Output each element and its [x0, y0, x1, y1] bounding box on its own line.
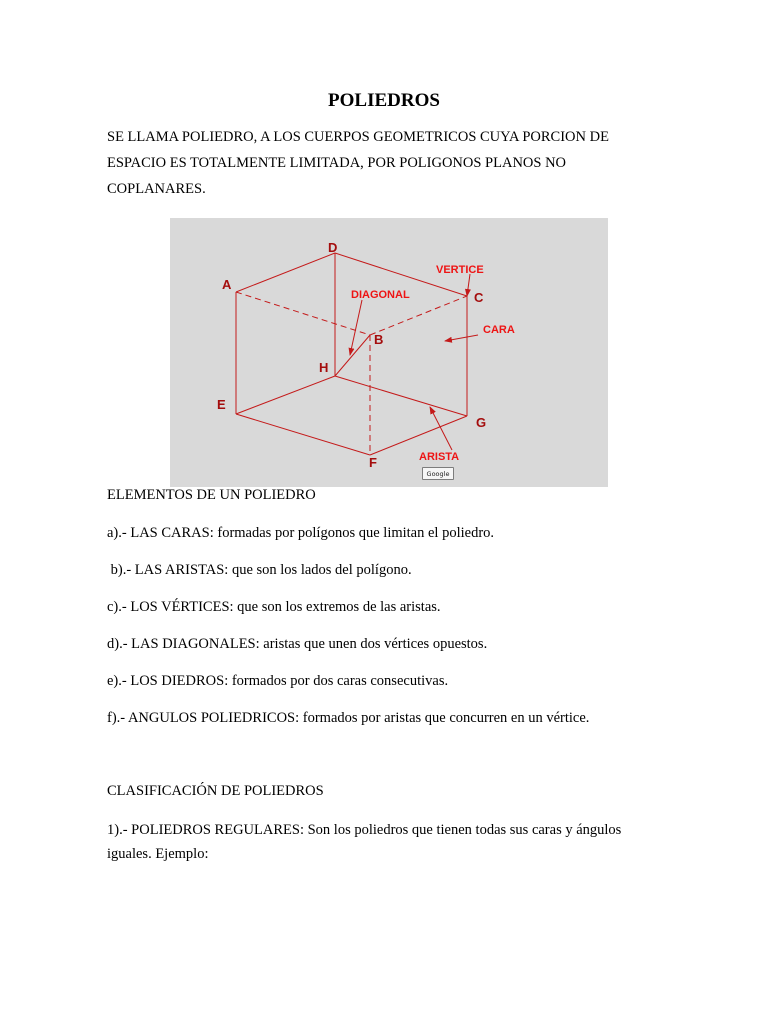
item-term: LAS ARISTAS [134, 562, 225, 578]
edge-f-g [370, 416, 467, 455]
item-prefix: d).- [107, 636, 132, 652]
item-term: ANGULOS POLIEDRICOS [127, 710, 296, 726]
elements-heading: ELEMENTOS DE UN POLIEDRO [107, 487, 316, 503]
item-term: POLIEDROS REGULARES [131, 822, 300, 838]
item-prefix: f).- [107, 710, 128, 726]
edge-a-d [236, 253, 335, 292]
item-text: : que son los extremos de las aristas. [229, 599, 441, 615]
face-arrow [445, 335, 478, 341]
cube-diagram [170, 218, 608, 487]
item-text: : que son los lados del polígono. [224, 562, 412, 578]
item-text: : formadas por polígonos que limitan el poliedro. [209, 525, 495, 541]
google-button[interactable]: Google [422, 467, 454, 480]
list-item [107, 673, 448, 690]
list-item [107, 710, 589, 727]
edge-e-h [236, 376, 335, 414]
polyhedron-figure [170, 218, 608, 487]
item-text: : formados por dos caras consecutivas. [224, 673, 449, 689]
intro-paragraph: SE LLAMA POLIEDRO, A LOS CUERPOS GEOMETRICOS CUYA PORCION DE ESPACIO ES TOTALMENTE LIMITADA, POR POLIGONOS PLANOS NO COPLANARES. [107, 129, 609, 197]
vertex-label-f: F [369, 455, 377, 470]
edge-h-g [335, 376, 467, 416]
vertex-label-h: H [319, 360, 329, 375]
classification-item [107, 818, 667, 866]
vertex-label-a: A [222, 277, 232, 292]
item-term: LAS DIAGONALES [131, 636, 256, 652]
item-text: : aristas que unen dos vértices opuestos. [255, 636, 488, 652]
item-prefix: c).- [107, 599, 131, 615]
item-prefix: a).- [107, 525, 131, 541]
list-item [107, 599, 441, 616]
list-item [107, 562, 412, 579]
item-term: LAS CARAS [130, 525, 210, 541]
hidden-edge-b-c [370, 296, 467, 335]
item-term: LOS DIEDROS [130, 673, 225, 689]
annotation-cara: CARA [483, 324, 515, 336]
list-item [107, 636, 487, 653]
annotation-diagonal: DIAGONAL [351, 289, 410, 301]
item-prefix: 1).- [107, 822, 132, 838]
edge-arrow [430, 407, 452, 450]
classification-heading: CLASIFICACIÓN DE POLIEDROS [107, 783, 324, 799]
item-text: : formados por aristas que concurren en un vértice. [295, 710, 590, 726]
page-title: POLIEDROS [328, 90, 440, 111]
vertex-label-b: B [374, 332, 384, 347]
diagonal-line [335, 335, 370, 376]
vertex-label-d: D [328, 240, 338, 255]
vertex-label-c: C [474, 290, 484, 305]
vertex-label-e: E [217, 397, 226, 412]
vertex-arrow [467, 274, 470, 296]
annotation-vertice: VERTICE [436, 264, 484, 276]
item-term: LOS VÉRTICES [130, 599, 230, 615]
item-text: : Son los poliedros que tienen todas sus caras y ángulos iguales. Ejemplo: [107, 822, 622, 862]
annotation-arista: ARISTA [419, 451, 460, 463]
item-prefix: e).- [107, 673, 131, 689]
item-prefix: b).- [107, 562, 135, 578]
list-item [107, 525, 494, 542]
edge-e-f [236, 414, 370, 455]
vertex-label-g: G [476, 415, 487, 430]
hidden-edge-a-b [236, 292, 370, 335]
